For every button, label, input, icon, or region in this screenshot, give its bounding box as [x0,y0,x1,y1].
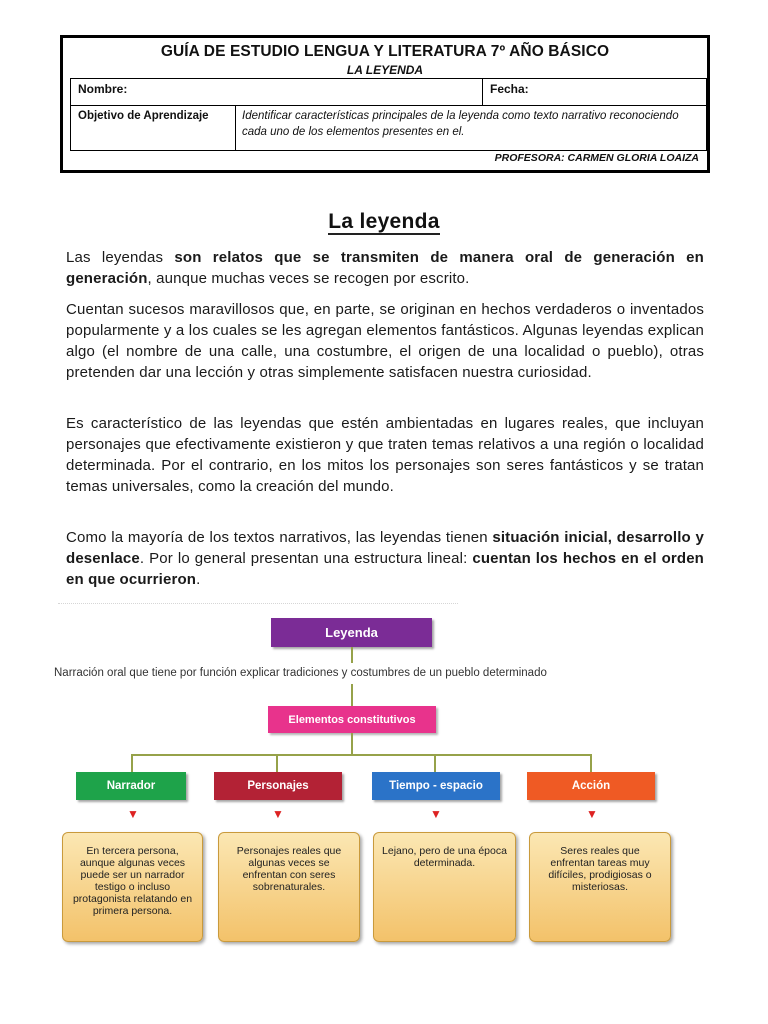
paragraph-4 [66,527,704,590]
p1-text-bold: son relatos que se transmiten de manera oral de generación en generación [66,249,704,287]
category-accion: Acción [527,772,655,800]
connector-personajes [276,754,278,772]
nombre-label: Nombre: [78,82,128,96]
leyenda-definition: Narración oral que tiene por función explicar tradiciones y costumbres de un pueblo determinado [54,667,547,679]
p4-text-a: Como la mayoría de los textos narrativos, las leyendas tienen [66,529,493,546]
document-title [0,210,768,234]
arrow-down-icon: ▼ [586,807,598,821]
connector-narrador [131,754,133,772]
p4-text-bold-2: cuentan los hechos en el orden en que ocurrieron [66,550,704,588]
category-personajes: Personajes [214,772,342,800]
connector-horizontal [131,754,592,756]
arrow-down-icon: ▼ [272,807,284,821]
header-box [60,35,710,173]
objetivo-text: Identificar características principales de la leyenda como texto narrativo reconociendo cada uno de los elementos presentes en el. [235,105,707,151]
guide-title: GUÍA DE ESTUDIO LENGUA Y LITERATURA 7º AÑO BÁSICO [160,43,610,60]
connector-mid [351,684,353,706]
connector-top [351,647,353,663]
diagram-leyenda-box: Leyenda [271,618,432,647]
card-tiempo-espacio: Lejano, pero de una época determinada. [373,832,516,942]
guide-subtitle: LA LEYENDA [346,63,424,77]
card-accion: Seres reales que enfrentan tareas muy difíciles, prodigiosas o misteriosas. [529,832,671,942]
paragraph-1 [66,247,704,289]
p4-text-c: . Por lo general presentan una estructura lineal: [139,550,473,567]
p4-text-e: . [196,571,201,588]
arrow-down-icon: ▼ [430,807,442,821]
fecha-field[interactable] [482,78,707,106]
paragraph-3: Es característico de las leyendas que estén ambientadas en lugares reales, que incluyan personajes que efectivamente existieron y que traten temas relativos a una región o localidad determinada. Por el contrario, en los mitos los personajes son seres fantásticos y se tratan temas universales, como la creación del mundo. [66,415,704,495]
connector-tiempo [434,754,436,772]
document-title-text: La leyenda [328,210,440,233]
nombre-field[interactable] [70,78,483,106]
arrow-down-icon: ▼ [127,807,139,821]
p1-text-c: , aunque muchas veces se recogen por escrito. [147,270,470,287]
paragraph-2: Cuentan sucesos maravillosos que, en parte, se originan en hechos verdaderos o inventados popularmente y a los cuales se les agregan elementos fantásticos. Algunas leyendas explican algo (el nombre de una calle, una costumbre, el origen de una localidad o pueblo), otras pretenden dar una lección y otras simplemente satisfacen nuestra curiosidad. [66,301,704,381]
category-narrador: Narrador [76,772,186,800]
connector-accion [590,754,592,772]
objetivo-label: Objetivo de Aprendizaje [70,105,236,151]
diagram-elementos-box: Elementos constitutivos [268,706,436,733]
teacher-name: PROFESORA: CARMEN GLORIA LOAIZA [494,152,699,164]
info-table [70,78,707,151]
p1-text-a: Las leyendas [66,249,175,266]
category-tiempo-espacio: Tiempo - espacio [372,772,500,800]
divider [58,603,458,605]
connector-down [351,733,353,755]
card-personajes: Personajes reales que algunas veces se enfrentan con seres sobrenaturales. [218,832,360,942]
card-narrador: En tercera persona, aunque algunas veces puede ser un narrador testigo o incluso protagonista relatando en primera persona. [62,832,203,942]
fecha-label: Fecha: [490,82,529,96]
p4-text-bold-1: situación inicial, desarrollo y desenlace [66,529,704,567]
